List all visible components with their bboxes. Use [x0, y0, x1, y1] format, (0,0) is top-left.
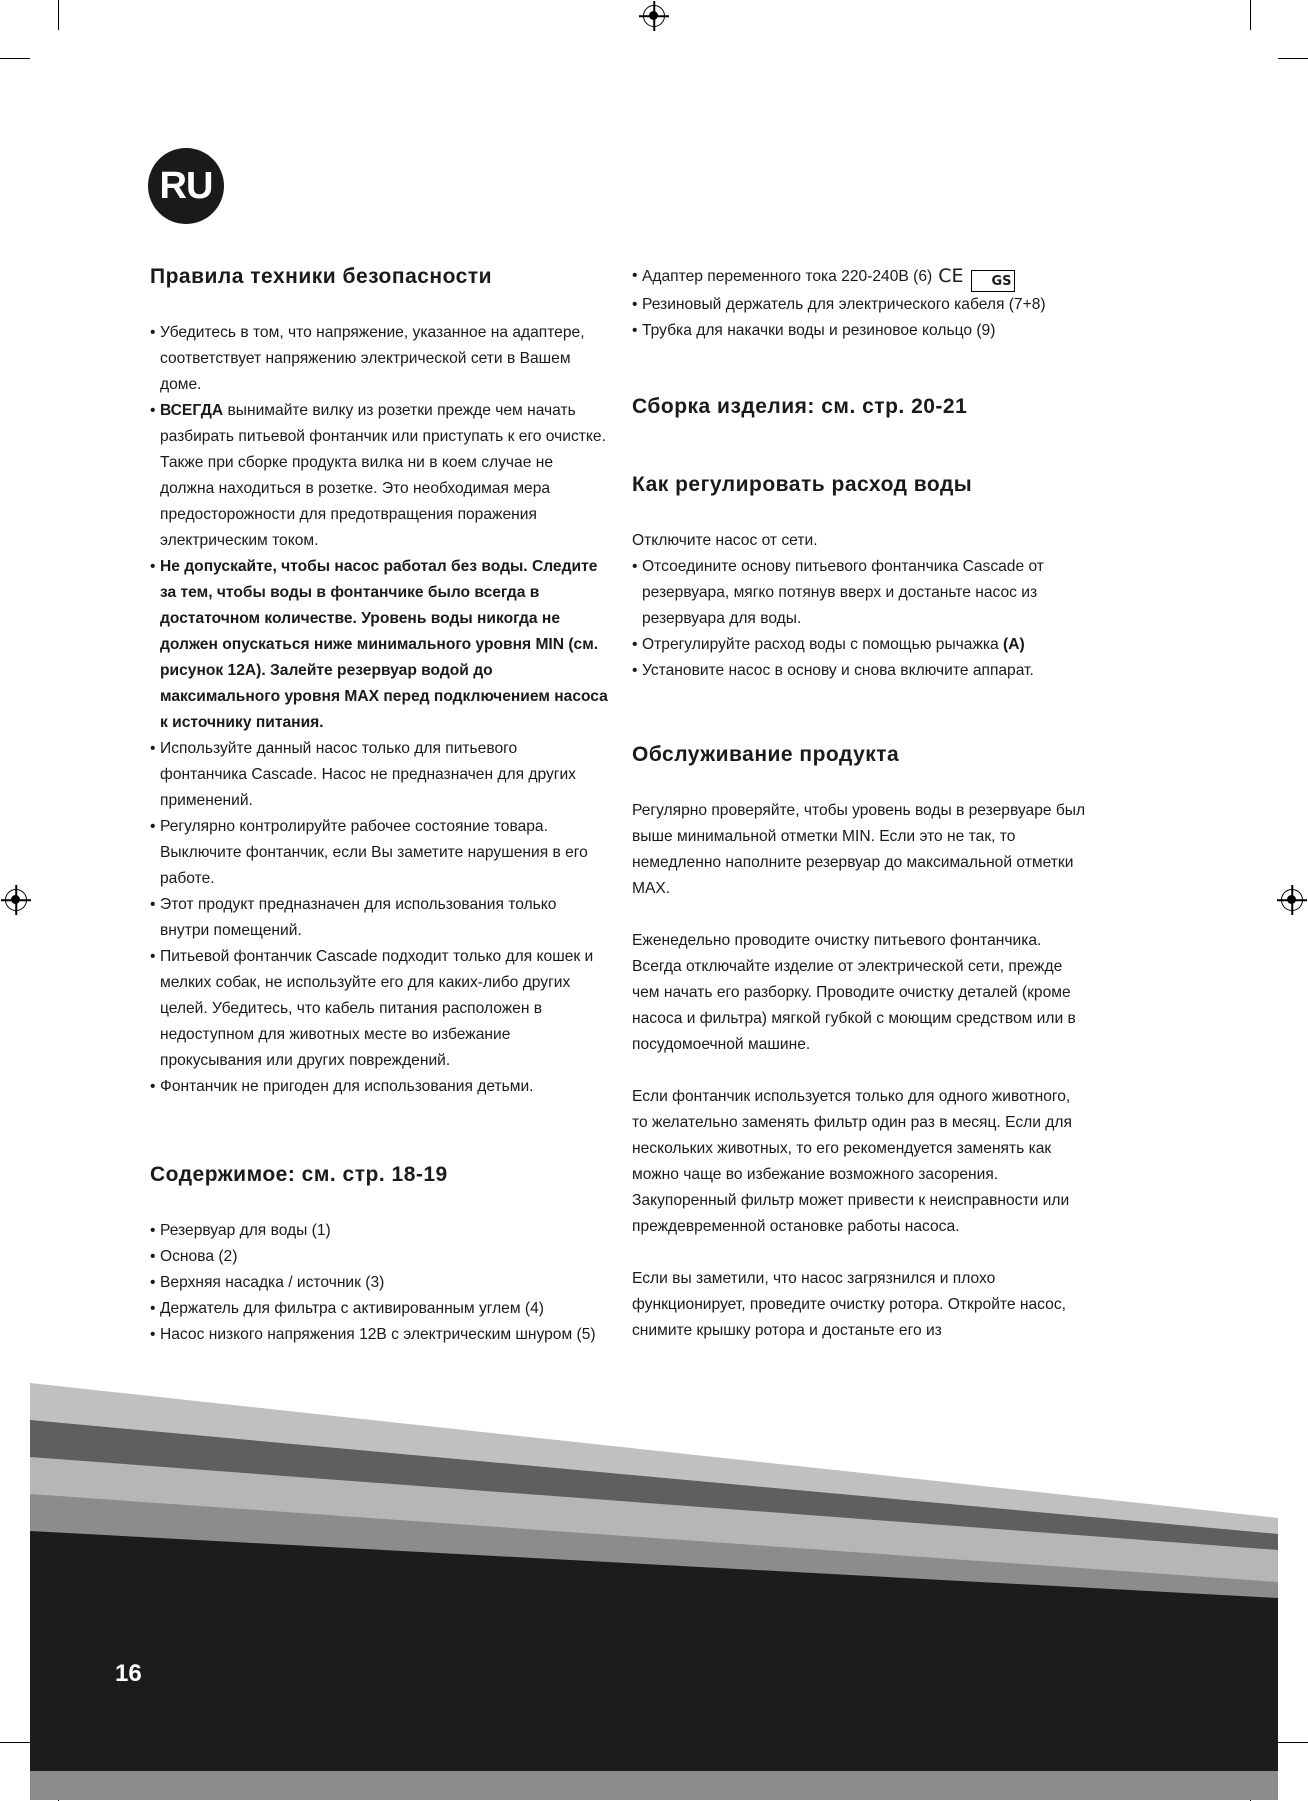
- list-item: • Резервуар для воды (1): [150, 1218, 608, 1244]
- list-item: • Питьевой фонтанчик Cascade подходит только для кошек и мелких собак, не используйте его для каких-либо других целей. Убедитесь, что кабель питания расположен в недоступном для животных месте во избежание прокусывания или других повреждений.: [150, 944, 608, 1074]
- list-item: • Отсоедините основу питьевого фонтанчика Cascade от резервуара, мягко потянув вверх и достаньте насос из резервуара для воды.: [632, 554, 1087, 632]
- assembly-title: Сборка изделия: см. стр. 20-21: [632, 395, 968, 418]
- list-item: • Адаптер переменного тока 220-240В (6) CE GS: [632, 263, 1087, 292]
- gs-mark-icon: GS: [971, 270, 1015, 292]
- list-item: • Этот продукт предназначен для использования только внутри помещений.: [150, 892, 608, 944]
- list-item: • Отрегулируйте расход воды с помощью рычажка (A): [632, 632, 1087, 658]
- list-item: • Фонтанчик не пригоден для использования детьми.: [150, 1074, 608, 1100]
- list-item: • Верхняя насадка / источник (3): [150, 1270, 608, 1296]
- list-item: • Используйте данный насос только для питьевого фонтанчика Cascade. Насос не предназначен для других применений.: [150, 736, 608, 814]
- ce-mark-icon: CE: [938, 265, 964, 287]
- list-item: • Убедитесь в том, что напряжение, указанное на адаптере, соответствует напряжению электрической сети в Вашем доме.: [150, 320, 608, 398]
- language-badge: RU: [148, 148, 224, 224]
- list-item: • Трубка для накачки воды и резиновое кольцо (9): [632, 318, 1087, 344]
- maintenance-paragraph: Если вы заметили, что насос загрязнился и плохо функционирует, проведите очистку ротора. Откройте насос, снимите крышку ротора и достаньте его из: [632, 1270, 1066, 1339]
- maintenance-paragraph: Еженедельно проводите очистку питьевого фонтанчика. Всегда отключайте изделие от электрической сети, прежде чем начать его разборку. Проводите очистку деталей (кроме насоса и фильтра) мягкой губкой с моющим средством или в посудомоечной машине.: [632, 932, 1076, 1053]
- list-item: • Не допускайте, чтобы насос работал без воды. Следите за тем, чтобы воды в фонтанчике было всегда в достаточном количестве. Уровень воды никогда не должен опускаться ниже минимального уровня MIN (см. рисунок 12A). Залейте резервуар водой до максимального уровня MAX перед подключением насоса к источнику питания.: [150, 554, 608, 736]
- list-item: • Держатель для фильтра с активированным углем (4): [150, 1296, 608, 1322]
- maintenance-paragraph: Регулярно проверяйте, чтобы уровень воды в резервуаре был выше минимальной отметки MIN. Если это не так, то немедленно наполните резервуар до максимальной отметки MAX.: [632, 802, 1086, 897]
- page-number: 16: [115, 1660, 142, 1687]
- contents-title: Содержимое: см. стр. 18-19: [150, 1163, 448, 1186]
- list-item: • Установите насос в основу и снова включите аппарат.: [632, 658, 1087, 684]
- flow-intro: Отключите насос от сети.: [632, 532, 818, 549]
- maintenance-paragraph: Если фонтанчик используется только для одного животного, то желательно заменять фильтр один раз в месяц. Если для нескольких животных, то его рекомендуется заменять как можно чаще во избежание возможного засорения. Закупоренный фильтр может привести к неисправности или преждевременной остановке работы насоса.: [632, 1088, 1072, 1235]
- list-item: • Насос низкого напряжения 12В с электрическим шнуром (5): [150, 1322, 608, 1348]
- maintenance-title: Обслуживание продукта: [632, 743, 900, 766]
- list-item: • ВСЕГДА вынимайте вилку из розетки прежде чем начать разбирать питьевой фонтанчик или приступать к его очистке. Также при сборке продукта вилка ни в коем случае не должна находиться в розетке. Это необходимая мера предосторожности для предотвращения поражения электрическим током.: [150, 398, 608, 554]
- safety-title: Правила техники безопасности: [150, 265, 493, 288]
- list-item: • Регулярно контролируйте рабочее состояние товара. Выключите фонтанчик, если Вы заметите нарушения в его работе.: [150, 814, 608, 892]
- list-item: • Резиновый держатель для электрического кабеля (7+8): [632, 292, 1087, 318]
- list-item: • Основа (2): [150, 1244, 608, 1270]
- flow-title: Как регулировать расход воды: [632, 473, 973, 496]
